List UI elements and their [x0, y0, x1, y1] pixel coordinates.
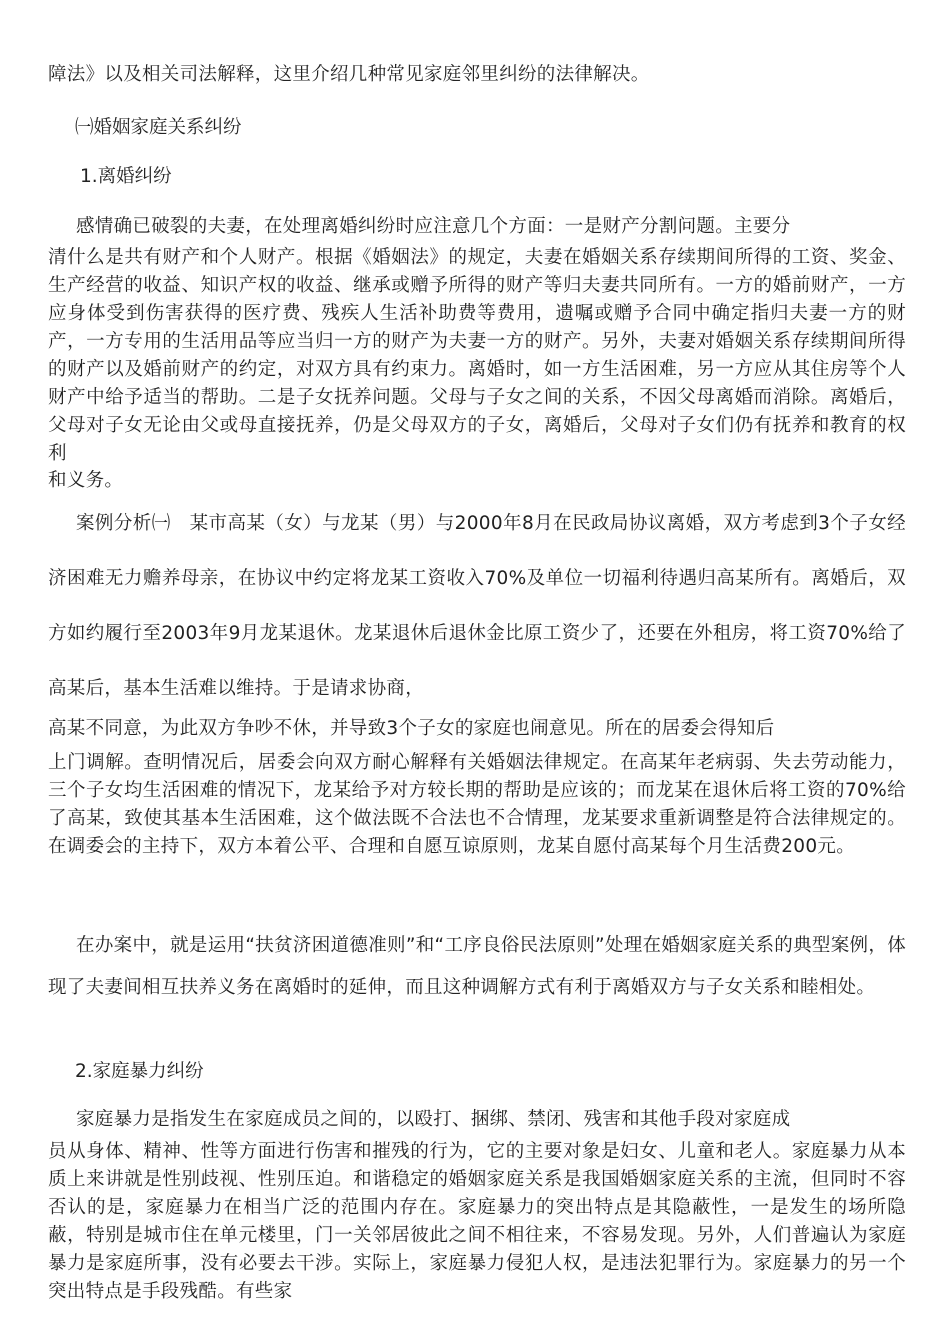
divorce-paragraph-body: 清什么是共有财产和个人财产。根据《婚姻法》的规定，夫妻在婚姻关系存续期间所得的工资、奖金、生产经营的收益、知识产权的收益、继承或赠予所得的财产等归夫妻共同所有。一方的婚前财产，一方应身体受到伤害获得的医疗费、残疾人生活补助费等费用，遗嘱或赠予合同中确定指归夫妻一方的财产，一方专用的生活用品等应当归一方的财产为夫妻一方的财产。另外，夫妻对婚姻关系存续期间所得的财产以及婚前财产的约定，对双方具有约束力。离婚时，如一方生活困难，另一方应从其住房等个人财产中给予适当的帮助。二是子女抚养问题。父母与子女之间的关系，不因父母离婚而消除。离婚后，父母对子女无论由父或母直接抚养，仍是父母双方的子女，离婚后，父母对子女们仍有抚养和教育的权利: [48, 247, 906, 464]
subsection-heading-divorce: 1.离婚纠纷: [80, 166, 172, 187]
divorce-paragraph-first-line: 感情确已破裂的夫妻，在处理离婚纠纷时应注意几个方面：一是财产分割问题。主要分: [76, 216, 791, 237]
analysis-paragraph: 在办案中，就是运用“扶贫济困道德准则”和“工序良俗民法原则”处理在婚姻家庭关系的典型案例，体现了夫妻间相互扶养义务在离婚时的延伸，而且这种调解方式有利于离婚双方与子女关系和睦相处。: [48, 935, 906, 998]
case-analysis-paragraph-end: 上门调解。查明情况后，居委会向双方耐心解释有关婚姻法律规定。在高某年老病弱、失去劳动能力，三个子女均生活困难的情况下，龙某给予对方较长期的帮助是应该的；而龙某在退休后将工资的70%给了高某，致使其基本生活困难，这个做法既不合法也不合情理，龙某要求重新调整是符合法律规定的。在调委会的主持下，双方本着公平、合理和自愿互谅原则，龙某自愿付高某每个月生活费200元。: [48, 752, 906, 857]
section-heading: ㈠婚姻家庭关系纠纷: [75, 117, 242, 138]
subsection-heading-domestic-violence: 2.家庭暴力纠纷: [75, 1061, 204, 1082]
intro-paragraph-tail: 障法》以及相关司法解释，这里介绍几种常见家庭邻里纠纷的法律解决。: [48, 64, 650, 85]
case-analysis-paragraph-continued: 高某不同意，为此双方争吵不休，并导致3个子女的家庭也闹意见。所在的居委会得知后: [48, 718, 775, 739]
divorce-paragraph-last-line: 和义务。: [48, 470, 124, 491]
violence-paragraph-first-line: 家庭暴力是指发生在家庭成员之间的，以殴打、捆绑、禁闭、残害和其他手段对家庭成: [76, 1109, 791, 1130]
case-analysis-paragraph: 案例分析㈠ 某市高某（女）与龙某（男）与2000年8月在民政局协议离婚，双方考虑到3个子女经济困难无力赡养母亲，在协议中约定将龙某工资收入70%及单位一切福利待遇归高某所有。离婚后，双方如约履行至2003年9月龙某退休。龙某退休后退休金比原工资少了，还要在外租房，将工资70%给了高某后，基本生活难以维持。于是请求协商，: [48, 513, 906, 699]
violence-paragraph-body: 员从身体、精神、性等方面进行伤害和摧残的行为，它的主要对象是妇女、儿童和老人。家庭暴力从本质上来讲就是性别歧视、性别压迫。和谐稳定的婚姻家庭关系是我国婚姻家庭关系的主流，但同时不容否认的是，家庭暴力在相当广泛的范围内存在。家庭暴力的突出特点是其隐蔽性，一是发生的场所隐蔽，特别是城市住在单元楼里，门一关邻居彼此之间不相往来，不容易发现。另外，人们普遍认为家庭暴力是家庭所事，没有必要去干涉。实际上，家庭暴力侵犯人权，是违法犯罪行为。家庭暴力的另一个突出特点是手段残酷。有些家: [48, 1141, 906, 1302]
